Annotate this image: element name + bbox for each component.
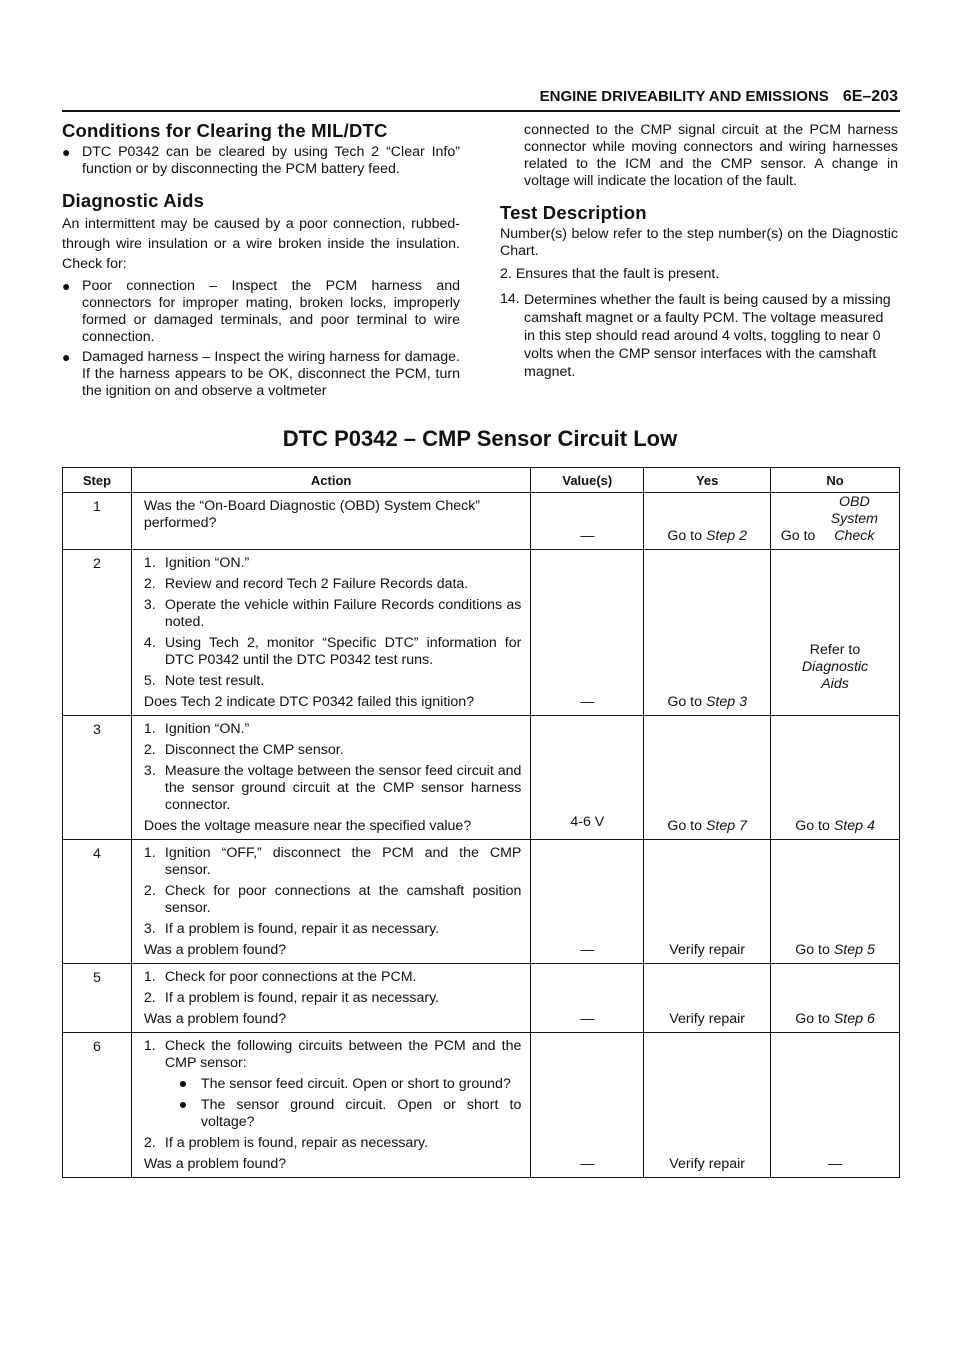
bullet-icon: ● [178,1097,188,1113]
list-item: 1. Check for poor connections at the PCM. [143,969,417,985]
action-question: Does the voltage measure near the specified value? [143,818,472,834]
test-step-14 [500,291,898,381]
no-step-link[interactable]: OBD System Check [830,493,879,544]
table-row [63,493,900,550]
test-step-14-text: Determines whether the fault is being caused by a missing camshaft magnet or a faulty PCM. The voltage measured in this step should read around 4 volts, toggling to near 0 volts when the CMP sensor interfaces with the camshaft magnet. [524,292,891,380]
yes-step-link[interactable]: Step 2 [705,528,747,544]
value-cell: — [531,1033,644,1178]
header-yes: Yes [644,468,771,493]
list-item: 3. Operate the vehicle within Failure Records conditions as noted. [143,597,522,630]
table-row [63,550,900,716]
yes-cell: Verify repair [644,1033,771,1178]
test-step-14-number: 14. [500,291,520,307]
step-number: 1 [63,493,132,550]
yes-cell: Go to Step 3 [644,550,771,716]
right-column [500,122,898,385]
list-item: 1. Ignition “ON.” [143,721,250,737]
action-cell [131,964,530,1033]
list-item: 2. Disconnect the CMP sensor. [143,742,344,758]
test-step-2-number: 2. [500,266,512,282]
step-number: 5 [63,964,132,1033]
action-question: Was a problem found? [143,1156,287,1172]
bullet-icon: ● [62,278,71,294]
no-step-link[interactable]: Step 6 [833,1011,875,1027]
sub-list-item: ● The sensor ground circuit. Open or short to voltage? [165,1097,521,1131]
action-cell [131,493,530,550]
list-item: 2. If a problem is found, repair as necessary. [143,1135,429,1151]
table-row [63,1033,900,1178]
clearing-heading: Conditions for Clearing the MIL/DTC [62,120,388,141]
yes-step-link[interactable]: Step 7 [705,818,747,834]
yes-cell: Go to Step 7 [644,716,771,840]
aids-bullet-2: ● Damaged harness – Inspect the wiring harness for damage. If the harness appears to be OK, disconnect the PCM, turn the ignition on and observe a voltmeter [62,349,460,399]
yes-cell: Go to Step 2 [644,493,771,550]
header-step: Step [63,468,132,493]
diagnostic-table [62,467,900,1178]
bullet-icon: ● [62,349,71,365]
aids-intro: An intermittent may be caused by a poor connection, rubbed-through wire insulation or a wire broken inside the insulation. Check for: [62,216,460,272]
table-row [63,964,900,1033]
value-cell: — [531,550,644,716]
header-values: Value(s) [531,468,644,493]
clearing-bullet: ● DTC P0342 can be cleared by using Tech 2 “Clear Info” function or by disconnecting the PCM battery feed. [62,144,460,177]
list-item: 1. Ignition “OFF,” disconnect the PCM and the CMP sensor. [143,845,522,878]
value-cell: 4-6 V [531,716,644,840]
list-item: 4. Using Tech 2, monitor “Specific DTC” information for DTC P0342 until the DTC P0342 test runs. [143,635,522,668]
aids-continuation: connected to the CMP signal circuit at the PCM harness connector while moving connectors and wiring harnesses related to the ICM and the CMP sensor. A change in voltage will indicate the location of the fault. [524,122,898,189]
header-action: Action [131,468,530,493]
aids-heading: Diagnostic Aids [62,190,205,211]
test-intro: Number(s) below refer to the step number(s) on the Diagnostic Chart. [500,226,898,259]
header-no: No [771,468,900,493]
page-number: 6E–203 [842,88,898,105]
aids-bullet-1: ● Poor connection – Inspect the PCM harness and connectors for improper mating, broken locks, improperly formed or damaged terminals, and poor terminal to wire connection. [62,278,460,345]
no-step-link[interactable]: Step 4 [833,818,875,834]
yes-step-link[interactable]: Step 3 [705,694,747,710]
table-row [63,840,900,964]
no-cell: Go to Step 6 [771,964,900,1033]
no-cell: Go to Step 4 [771,716,900,840]
no-cell: Go to OBD System Check [771,493,900,550]
section-title: ENGINE DRIVEABILITY AND EMISSIONS [539,88,829,105]
action-question: Does Tech 2 indicate DTC P0342 failed this ignition? [143,694,475,710]
test-step-2 [500,266,898,283]
step-number: 6 [63,1033,132,1178]
left-column [62,122,460,403]
list-item: 2. Check for poor connections at the camshaft position sensor. [143,883,522,916]
no-cell: Go to Step 5 [771,840,900,964]
action-question: Was the “On-Board Diagnostic (OBD) System Check” performed? [143,498,481,531]
action-question: Was a problem found? [143,1011,287,1027]
table-row [63,716,900,840]
bullet-icon: ● [62,144,71,160]
action-cell [131,716,530,840]
action-cell [131,1033,530,1178]
action-cell [131,840,530,964]
list-item: 3. Measure the voltage between the sensor feed circuit and the sensor ground circuit at the CMP sensor harness connector. [143,763,522,813]
value-cell: — [531,964,644,1033]
table-header-row [63,468,900,493]
test-step-2-text: Ensures that the fault is present. [515,266,720,282]
page-header [540,88,898,106]
yes-cell: Verify repair [644,964,771,1033]
chart-title: DTC P0342 – CMP Sensor Circuit Low [282,426,678,451]
list-item: 5. Note test result. [143,673,265,689]
no-step-link[interactable]: Diagnostic Aids [801,659,869,692]
value-cell: — [531,840,644,964]
test-description-heading: Test Description [500,202,647,223]
action-question: Was a problem found? [143,942,287,958]
list-item: 1. Check the following circuits between the PCM and the CMP sensor: [143,1038,522,1071]
action-cell [131,550,530,716]
value-cell: — [531,493,644,550]
yes-cell: Verify repair [644,840,771,964]
step-number: 2 [63,550,132,716]
sub-list-item: ● The sensor feed circuit. Open or short to ground? [165,1076,521,1093]
no-cell: — [771,1033,900,1178]
list-item: 3. If a problem is found, repair it as necessary. [143,921,440,937]
step-number: 4 [63,840,132,964]
no-step-link[interactable]: Step 5 [833,942,875,958]
bullet-icon: ● [178,1076,188,1092]
list-item: 1. Ignition “ON.” [143,555,250,571]
header-rule [62,110,900,112]
no-cell: Refer to Diagnostic Aids [771,550,900,716]
list-item: 2. Review and record Tech 2 Failure Records data. [143,576,469,592]
step-number: 3 [63,716,132,840]
list-item: 2. If a problem is found, repair it as necessary. [143,990,440,1006]
